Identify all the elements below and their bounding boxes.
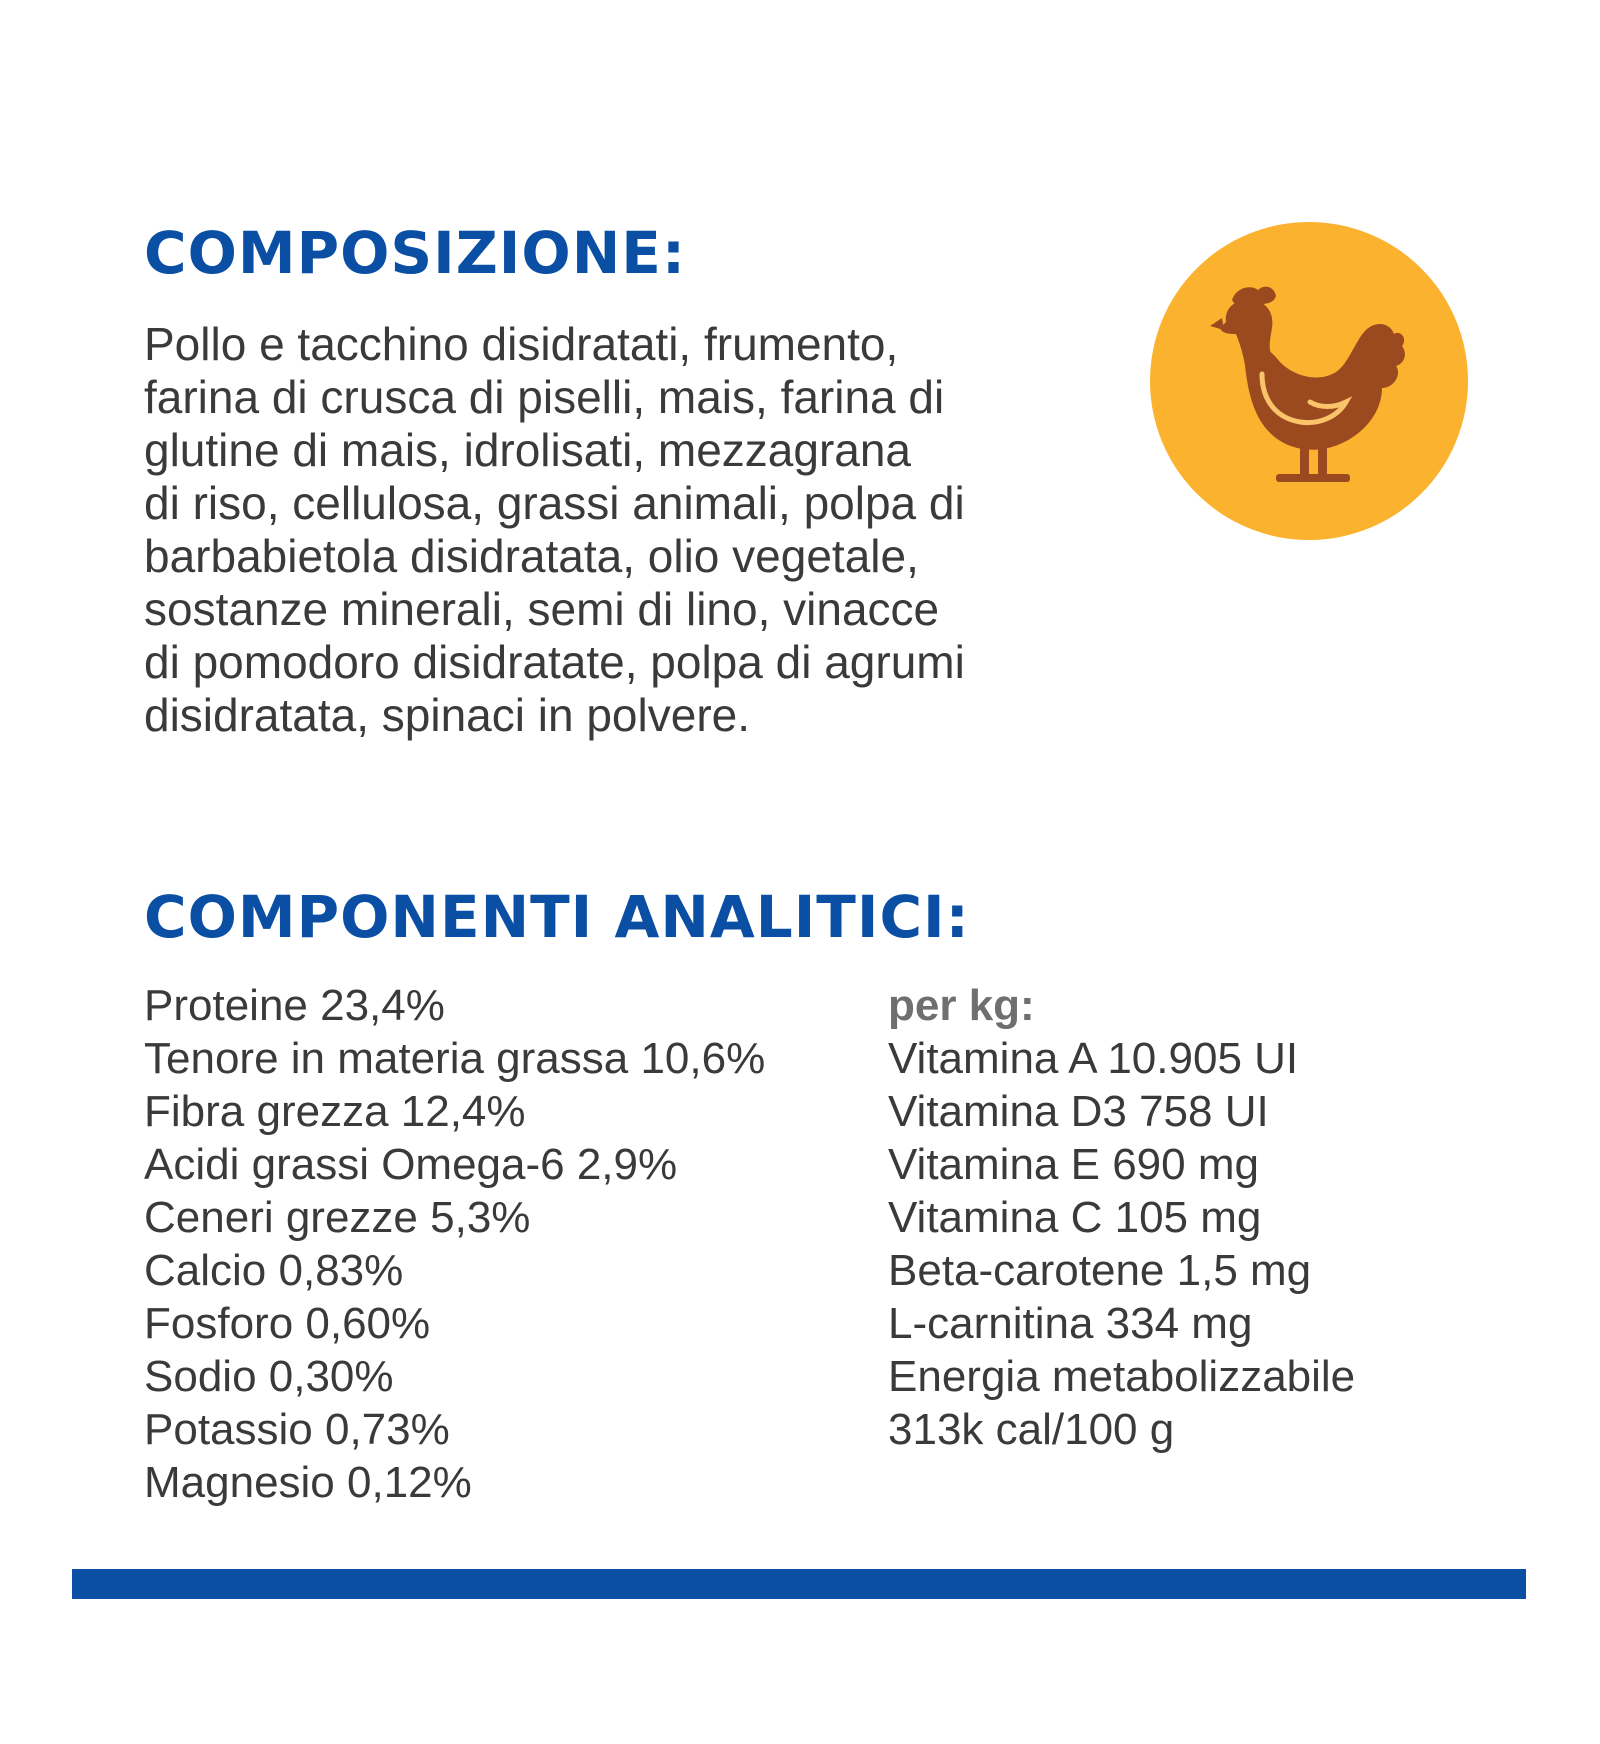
per-kg-item: Vitamina C 105 mg — [888, 1193, 1262, 1242]
analytic-components-list — [144, 979, 765, 1509]
analytic-item: Ceneri grezze 5,3% — [144, 1193, 531, 1242]
per-kg-item: Beta-carotene 1,5 mg — [888, 1246, 1312, 1295]
per-kg-item: Energia metabolizzabile — [888, 1352, 1356, 1401]
composition-line: glutine di mais, idrolisati, mezzagrana — [144, 424, 912, 476]
analytic-item: Potassio 0,73% — [144, 1405, 450, 1454]
composition-line: di riso, cellulosa, grassi animali, polpa di — [144, 477, 965, 529]
analytic-item: Sodio 0,30% — [144, 1352, 394, 1401]
bottom-divider-bar — [72, 1569, 1526, 1599]
analytic-item: Acidi grassi Omega-6 2,9% — [144, 1140, 678, 1189]
composition-line: disidratata, spinaci in polvere. — [144, 689, 750, 741]
per-kg-item: L-carnitina 334 mg — [888, 1299, 1253, 1348]
analytic-item: Calcio 0,83% — [144, 1246, 404, 1295]
per-kg-header: per kg: — [888, 981, 1035, 1030]
per-kg-item: Vitamina E 690 mg — [888, 1140, 1259, 1189]
componenti-heading: COMPONENTI ANALITICI: — [144, 883, 970, 951]
per-kg-list — [888, 979, 1355, 1456]
composition-line: Pollo e tacchino disidratati, frumento, — [144, 318, 899, 370]
per-kg-item: Vitamina A 10.905 UI — [888, 1034, 1299, 1083]
analytic-item: Proteine 23,4% — [144, 981, 445, 1030]
chicken-icon — [1150, 222, 1468, 540]
composition-line: farina di crusca di piselli, mais, farina di — [144, 371, 945, 423]
analytic-item: Fosforo 0,60% — [144, 1299, 431, 1348]
composition-line: di pomodoro disidratate, polpa di agrumi — [144, 636, 965, 688]
composition-line: sostanze minerali, semi di lino, vinacce — [144, 583, 940, 635]
per-kg-item: Vitamina D3 758 UI — [888, 1087, 1269, 1136]
analytic-item: Fibra grezza 12,4% — [144, 1087, 526, 1136]
analytic-item: Tenore in materia grassa 10,6% — [144, 1034, 766, 1083]
analytic-item: Magnesio 0,12% — [144, 1458, 472, 1507]
chicken-badge — [1150, 222, 1468, 540]
per-kg-item: 313k cal/100 g — [888, 1405, 1175, 1454]
composition-paragraph — [144, 318, 1204, 742]
composition-line: barbabietola disidratata, olio vegetale, — [144, 530, 919, 582]
composizione-heading: COMPOSIZIONE: — [144, 219, 687, 287]
